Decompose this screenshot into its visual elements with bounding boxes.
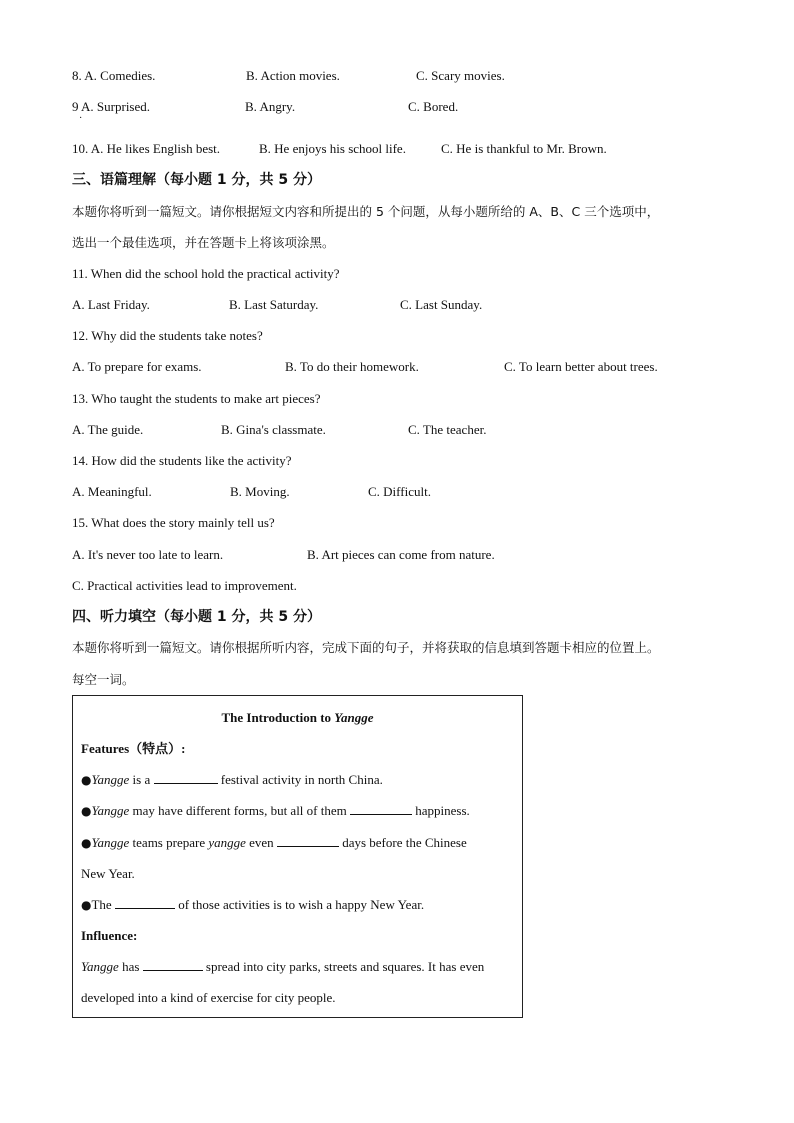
q12-option-c: C. To learn better about trees. [504, 359, 658, 374]
feature-line-1: ●Yangge is a festival activity in north China. [81, 772, 383, 787]
influence-line-2: developed into a kind of exercise for city people. [81, 990, 336, 1005]
q9-dot-mark: · [79, 113, 83, 124]
section-4-title: 四、听力填空（每小题 1 分，共 5 分） [72, 609, 321, 625]
q14-option-c: C. Difficult. [368, 484, 431, 499]
answer-blank-3[interactable] [277, 835, 339, 847]
q9-option-b: B. Angry. [245, 99, 296, 114]
q12-option-b: B. To do their homework. [285, 359, 419, 374]
q11-question: 11. When did the school hold the practical activity? [72, 266, 340, 281]
section-4-instruction-line-1: 本题你将听到一篇短文。请你根据所听内容，完成下面的句子，并将获取的信息填到答题卡相应的位置上。 [72, 640, 660, 655]
bullet-icon: ● [81, 898, 92, 912]
box-title-yangge: Yangge [334, 710, 374, 725]
section-3-instruction-line-1: 本题你将听到一篇短文。请你根据短文内容和所提出的 5 个问题，从每小题所给的 A、B、C 三个选项中， [72, 204, 660, 219]
q15-option-b: B. Art pieces can come from nature. [307, 547, 495, 562]
answer-blank-2[interactable] [350, 803, 412, 815]
answer-blank-5[interactable] [143, 959, 203, 971]
q12-option-a: A. To prepare for exams. [72, 359, 202, 374]
bullet-icon: ● [81, 836, 92, 850]
q13-option-c: C. The teacher. [408, 422, 487, 437]
features-label: Features（特点）: [81, 741, 186, 756]
q8-option-a: A. Comedies. [84, 68, 156, 83]
feature-line-2: ●Yangge may have different forms, but all of them happiness. [81, 803, 470, 818]
q14-option-a: A. Meaningful. [72, 484, 152, 499]
feature-line-4: ●The of those activities is to wish a happy New Year. [81, 897, 425, 912]
q10-option-c: C. He is thankful to Mr. Brown. [441, 141, 607, 156]
section-3-title: 三、语篇理解（每小题 1 分，共 5 分） [72, 172, 321, 188]
bullet-icon: ● [81, 804, 92, 818]
yangge-fill-in-box [72, 695, 523, 1018]
q15-question: 15. What does the story mainly tell us? [72, 515, 275, 530]
q14-question: 14. How did the students like the activity? [72, 453, 292, 468]
q11-option-b: B. Last Saturday. [229, 297, 319, 312]
q9-option-c: C. Bored. [408, 99, 459, 114]
q14-option-b: B. Moving. [230, 484, 290, 499]
q8-option-b: B. Action movies. [246, 68, 340, 83]
q8-number: 8. [72, 68, 82, 83]
influence-label: Influence: [81, 928, 138, 943]
q15-option-a: A. It's never too late to learn. [72, 547, 224, 562]
answer-blank-4[interactable] [115, 897, 175, 909]
q11-option-a: A. Last Friday. [72, 297, 150, 312]
q8-row [72, 68, 155, 84]
feature-line-3: ●Yangge teams prepare yangge even days before the Chinese [81, 835, 467, 850]
q10-option-b: B. He enjoys his school life. [259, 141, 406, 156]
q13-option-a: A. The guide. [72, 422, 144, 437]
q13-option-b: B. Gina's classmate. [221, 422, 326, 437]
answer-blank-1[interactable] [154, 772, 218, 784]
q15-option-c: C. Practical activities lead to improvement. [72, 578, 297, 593]
q9-row [72, 99, 150, 115]
q9-option-a: A. Surprised. [81, 99, 151, 114]
q13-question: 13. Who taught the students to make art pieces? [72, 391, 321, 406]
section-4-instruction-line-2: 每空一词。 [72, 672, 135, 687]
q8-option-c: C. Scary movies. [416, 68, 505, 83]
q11-option-c: C. Last Sunday. [400, 297, 483, 312]
influence-line-1: Yangge has spread into city parks, streets and squares. It has even [81, 959, 485, 974]
q12-question: 12. Why did the students take notes? [72, 328, 263, 343]
bullet-icon: ● [81, 773, 92, 787]
q9-number: 9 [72, 99, 79, 114]
q10-option-a: 10. A. He likes English best. [72, 141, 221, 156]
box-title: The Introduction to Yangge [221, 710, 374, 725]
feature-line-3-continued: New Year. [81, 866, 135, 881]
section-3-instruction-line-2: 选出一个最佳选项，并在答题卡上将该项涂黑。 [72, 235, 335, 250]
